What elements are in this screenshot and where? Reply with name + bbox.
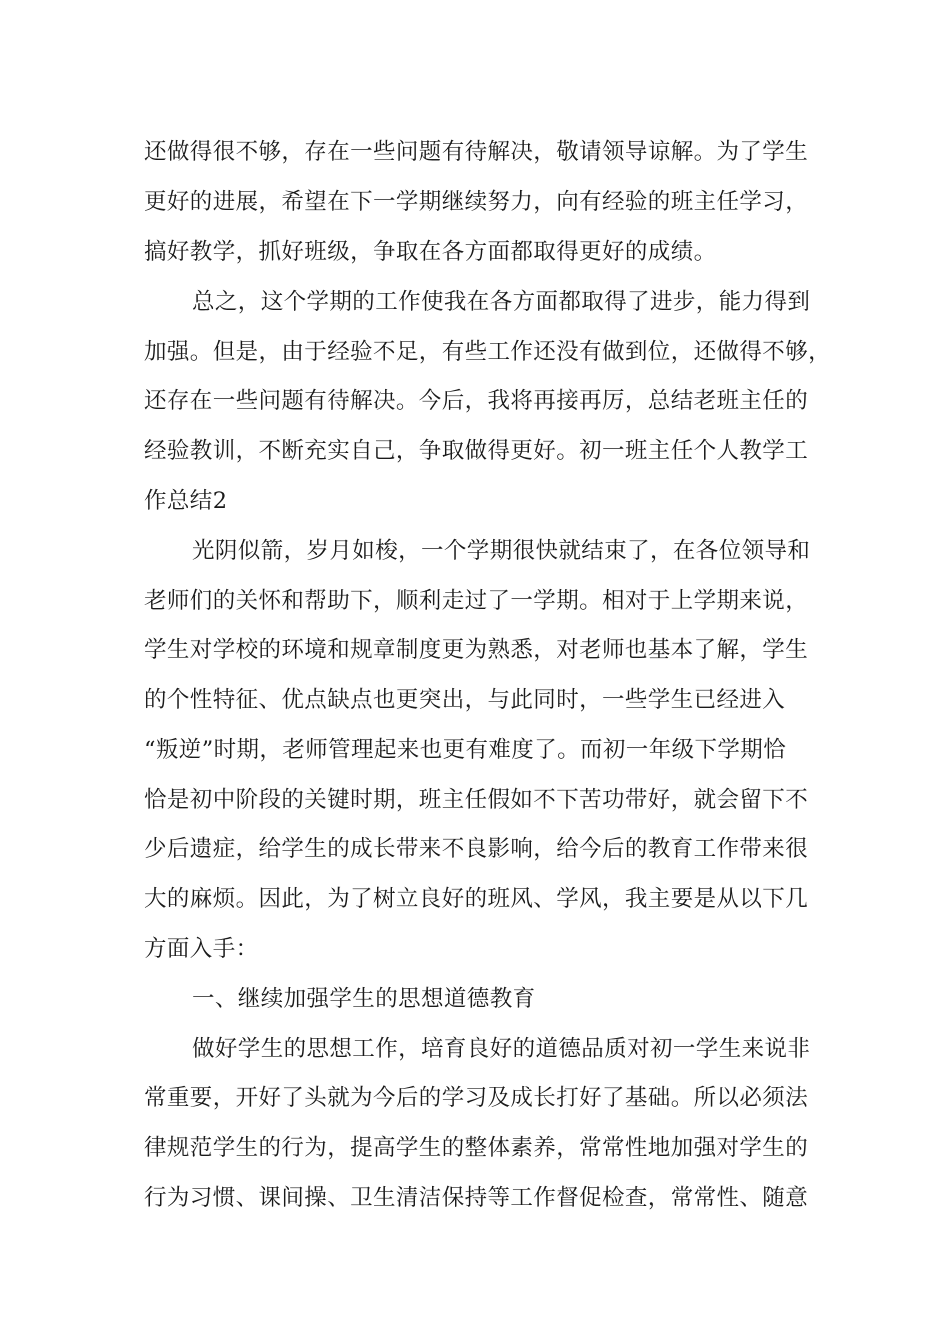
text-line: 律规范学生的行为，提高学生的整体素养，常常性地加强对学生的: [144, 1135, 809, 1161]
text-line: 搞好教学，抓好班级，争取在各方面都取得更好的成绩。: [144, 239, 717, 265]
text-line: “叛逆”时期，老师管理起来也更有难度了。而初一年级下学期恰: [144, 737, 787, 763]
text-line: 常重要，开好了头就为今后的学习及成长打好了基础。所以必须法: [144, 1085, 809, 1111]
text-line: 恰是初中阶段的关键时期，班主任假如不下苦功带好，就会留下不: [144, 787, 809, 813]
text-line: 还做得很不够，存在一些问题有待解决，敬请领导谅解。为了学生: [144, 139, 809, 165]
text-line: 的个性特征、优点缺点也更突出，与此同时，一些学生已经进入: [144, 687, 786, 713]
text-line: 加强。但是，由于经验不足，有些工作还没有做到位，还做得不够，: [144, 339, 832, 365]
text-line: 少后遗症，给学生的成长带来不良影响，给今后的教育工作带来很: [144, 836, 809, 862]
text-line: 老师们的关怀和帮助下，顺利走过了一学期。相对于上学期来说，: [144, 588, 809, 614]
text-line: 经验教训，不断充实自己，争取做得更好。初一班主任个人教学工: [144, 438, 809, 464]
text-line: 行为习惯、课间操、卫生清洁保持等工作督促检查，常常性、随意: [144, 1185, 809, 1211]
section-heading: 一、继续加强学生的思想道德教育: [192, 986, 536, 1012]
text-line: 更好的进展，希望在下一学期继续努力，向有经验的班主任学习，: [144, 189, 809, 215]
paragraph-start-line: 光阴似箭，岁月如梭，一个学期很快就结束了，在各位领导和: [192, 538, 811, 564]
text-line: 大的麻烦。因此，为了树立良好的班风、学风，我主要是从以下几: [144, 886, 809, 912]
text-line: 还存在一些问题有待解决。今后，我将再接再厉，总结老班主任的: [144, 388, 809, 414]
text-line: 学生对学校的环境和规章制度更为熟悉，对老师也基本了解，学生: [144, 637, 809, 663]
paragraph-start-line: 做好学生的思想工作，培育良好的道德品质对初一学生来说非: [192, 1036, 811, 1062]
text-line: 作总结2: [144, 488, 228, 514]
paragraph-start-line: 总之，这个学期的工作使我在各方面都取得了进步，能力得到: [192, 289, 811, 315]
text-line: 方面入手：: [144, 936, 259, 962]
